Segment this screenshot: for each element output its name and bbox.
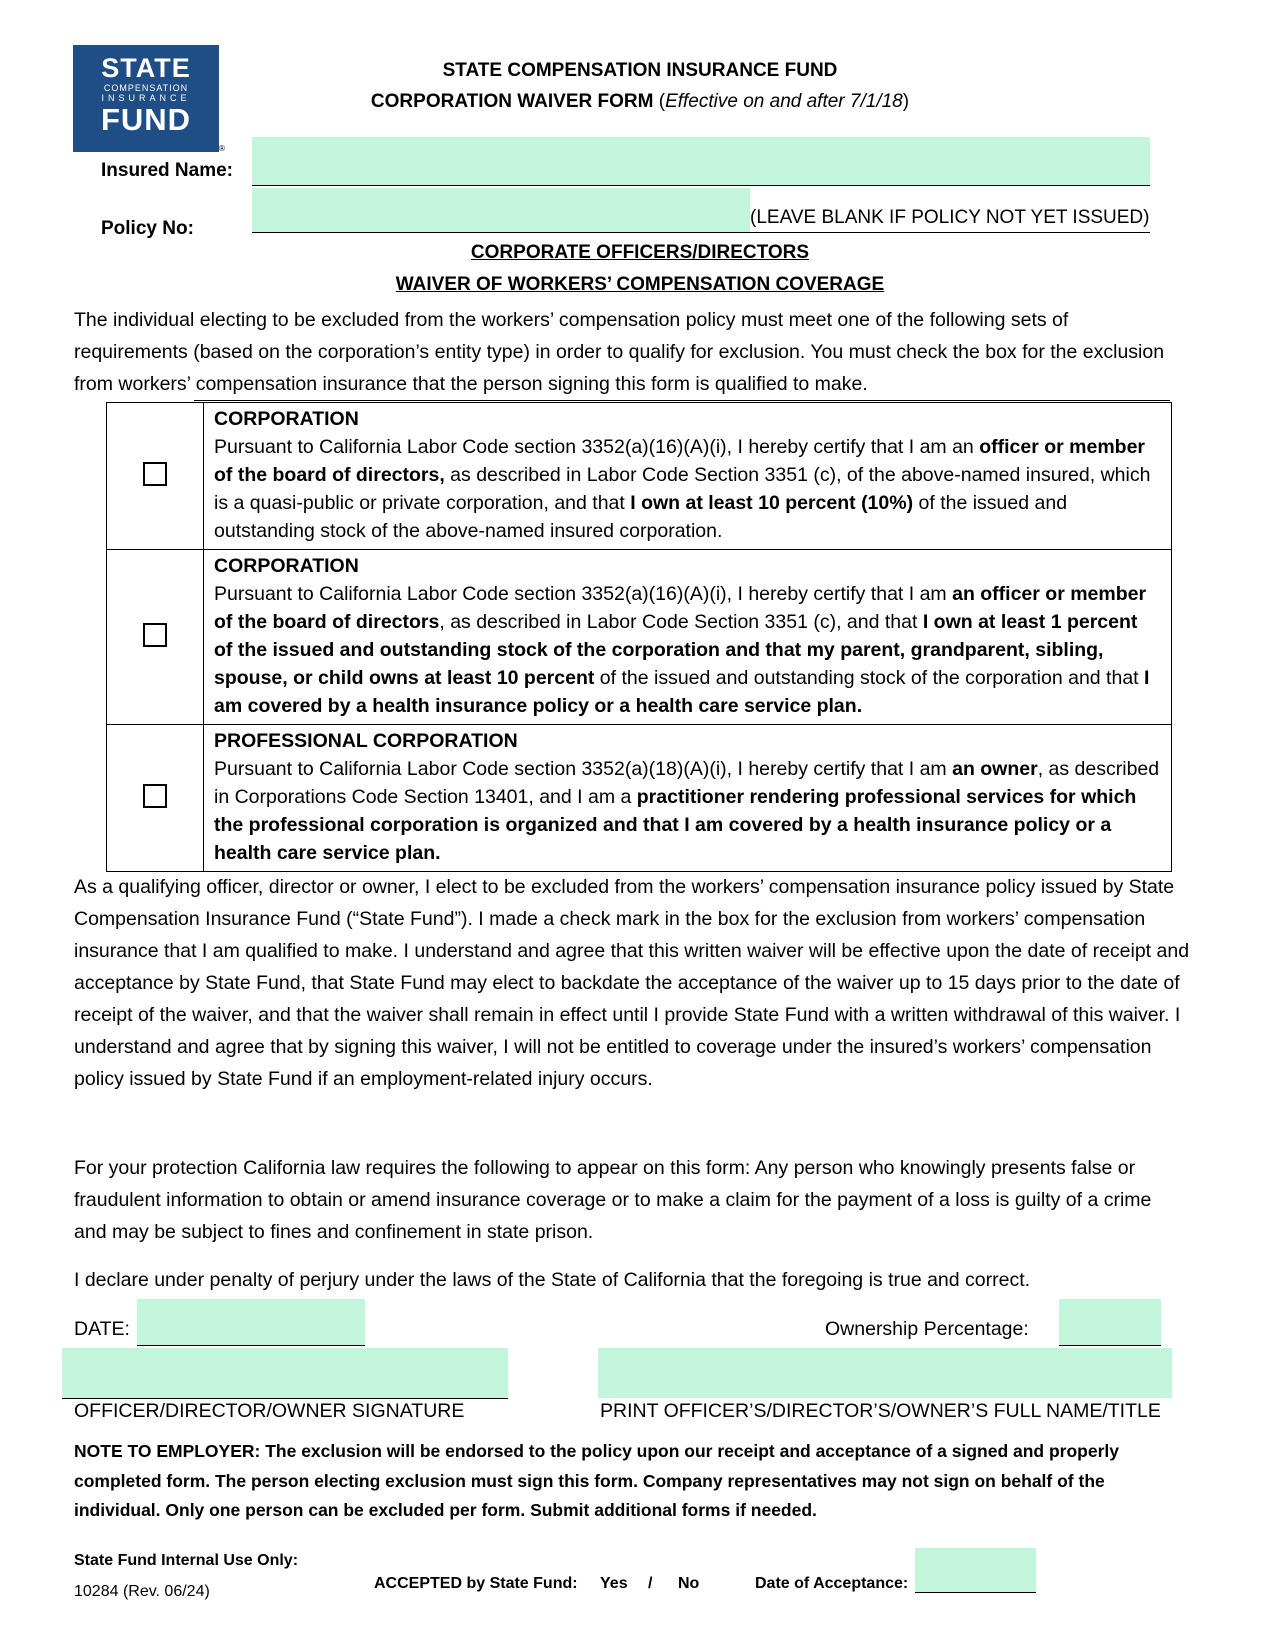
option-text: Pursuant to California Labor Code section 3352(a)(16)(A)(i), I hereby certify that I am: [214, 583, 953, 605]
accepted-label: ACCEPTED by State Fund:: [374, 1575, 578, 1592]
option-title: CORPORATION: [214, 408, 359, 430]
signature-label: OFFICER/DIRECTOR/OWNER SIGNATURE: [74, 1400, 465, 1422]
logo-line4: FUND: [100, 102, 192, 137]
option-text-cell: [204, 725, 1172, 872]
effective-close: ): [902, 91, 910, 112]
print-name-field[interactable]: [598, 1348, 1172, 1398]
policy-no-label: Policy No:: [101, 218, 194, 239]
election-paragraph: As a qualifying officer, director or owner, I elect to be excluded from the workers’ compensation insurance policy issued by State Compensation Insurance Fund (“State Fund”). I made a check mark in the box for the exclusion from workers’ compensation insurance that I am qualified to make. I understand and agree that this written waiver will be effective upon the date of receipt and acceptance by State Fund, that State Fund may elect to backdate the acceptance of the waiver up to 15 days prior to the date of receipt of the waiver, and that the waiver shall remain in effect until I provide State Fund with a written withdrawal of this waiver. I understand and agree that by signing this waiver, I will not be entitled to coverage under the insured’s workers’ compensation policy issued by State Fund if an employment-related injury occurs.: [74, 876, 1190, 1090]
table-top-rule: [194, 400, 1170, 401]
option-text: of the issued and outstanding stock of the above-named insured corporation.: [214, 492, 1068, 542]
option-row-corporation: [107, 403, 1172, 550]
option-text-bold: an owner: [952, 758, 1038, 780]
registered-mark: ®: [219, 144, 225, 153]
note-to-employer: NOTE TO EMPLOYER: The exclusion will be endorsed to the policy upon our receipt and acceptance of a signed and properly completed form. The person electing exclusion must sign this form. Company representatives may not sign on behalf of the individual. Only one person can be excluded per form. Submit additional forms if needed.: [74, 1441, 1119, 1520]
option-text-bold: practitioner rendering professional services for which the professional corporation is organized and that I am covered by a health insurance policy or a health care service plan.: [214, 786, 1137, 864]
effective-date: Effective on and after 7/1/18: [665, 91, 903, 112]
accepted-yes[interactable]: Yes: [600, 1575, 628, 1592]
policy-no-underline: [252, 232, 1150, 233]
option-title: CORPORATION: [214, 555, 359, 577]
option-row-corporation-family: [107, 550, 1172, 725]
effective-open: (: [658, 91, 666, 112]
date-field[interactable]: [137, 1299, 365, 1346]
subtitle-text: CORPORATION WAIVER FORM: [370, 91, 654, 112]
option-checkbox-cell: [107, 403, 204, 550]
section-heading-waiver: WAIVER OF WORKERS’ COMPENSATION COVERAGE: [395, 274, 885, 295]
state-fund-logo: [73, 45, 219, 152]
option-body: [214, 580, 1161, 720]
logo-line1: STATE: [101, 53, 191, 83]
accepted-no[interactable]: No: [678, 1575, 700, 1592]
signature-field[interactable]: [62, 1348, 508, 1399]
option-checkbox-cell: [107, 550, 204, 725]
form-number: 10284 (Rev. 06/24): [74, 1583, 210, 1600]
date-label: DATE:: [74, 1318, 130, 1340]
accepted-slash: /: [648, 1575, 653, 1592]
policy-note: (LEAVE BLANK IF POLICY NOT YET ISSUED): [750, 207, 1150, 228]
perjury-declaration: I declare under penalty of perjury under the laws of the State of California that the foregoing is true and correct.: [74, 1269, 1031, 1291]
option-text-cell: [204, 550, 1172, 725]
section-heading-officers: CORPORATE OFFICERS/DIRECTORS: [470, 242, 810, 263]
internal-use-label: State Fund Internal Use Only:: [74, 1552, 299, 1569]
ownership-percentage-label: Ownership Percentage:: [825, 1318, 1029, 1340]
policy-no-field[interactable]: [252, 188, 750, 232]
option-text-bold: officer or member of the board of directors,: [214, 436, 1146, 486]
option-text: of the issued and outstanding stock of the corporation and that: [594, 667, 1144, 689]
option-text-bold: an officer or member of the board of directors: [214, 583, 1147, 633]
option-text-cell: [204, 403, 1172, 550]
option-text: as described in Labor Code Section 3351 (c), of the above-named insured, which is a quasi-public or private corporation, and that: [214, 464, 1151, 514]
option-text-bold: I own at least 1 percent of the issued and outstanding stock of the corporation and that my parent, grandparent, sibling, spouse, or child owns at least 10 percent: [214, 611, 1138, 689]
option-text: Pursuant to California Labor Code section 3352(a)(18)(A)(i), I hereby certify that I am: [214, 758, 953, 780]
option-text: , as described in Labor Code Section 3351 (c), and that: [439, 611, 923, 633]
option-text: Pursuant to California Labor Code section 3352(a)(16)(A)(i), I hereby certify that I am an: [214, 436, 980, 458]
date-of-acceptance-field[interactable]: [915, 1548, 1036, 1593]
option-checkbox[interactable]: [143, 784, 167, 808]
print-name-label: PRINT OFFICER’S/DIRECTOR’S/OWNER’S FULL NAME/TITLE: [600, 1400, 1161, 1422]
form-title: STATE COMPENSATION INSURANCE FUND: [442, 60, 838, 81]
intro-paragraph: The individual electing to be excluded from the workers’ compensation policy must meet one of the following sets of requirements (based on the corporation’s entity type) in order to qualify for exclusion. You must check the box for the exclusion from workers’ compensation insurance that the person signing this form is qualified to make.: [74, 309, 1165, 395]
ownership-percentage-field[interactable]: [1059, 1299, 1161, 1346]
option-checkbox[interactable]: [143, 623, 167, 647]
option-text-bold: I am covered by a health insurance policy or a health care service plan.: [214, 667, 1150, 717]
insured-name-label: Insured Name:: [101, 160, 233, 181]
option-title: PROFESSIONAL CORPORATION: [214, 730, 518, 752]
option-text: , as described in Corporations Code Section 13401, and I am a: [214, 758, 1160, 808]
logo-line2: COMPENSATION: [103, 83, 189, 93]
insured-name-field[interactable]: [252, 137, 1150, 186]
option-text-bold: I own at least 10 percent (10%): [630, 492, 914, 514]
option-checkbox-cell: [107, 725, 204, 872]
exclusion-options-table: [106, 402, 1172, 872]
date-of-acceptance-label: Date of Acceptance:: [755, 1575, 909, 1592]
option-checkbox[interactable]: [143, 462, 167, 486]
option-body: [214, 433, 1161, 545]
logo-line3: INSURANCE: [101, 93, 191, 103]
option-body: [214, 755, 1161, 867]
fraud-warning-paragraph: For your protection California law requires the following to appear on this form: Any person who knowingly presents false or fraudulent information to obtain or amend insurance coverage or to make a claim for the payment of a loss is guilty of a crime and may be subject to fines and confinement in state prison.: [74, 1157, 1152, 1243]
option-row-professional-corporation: [107, 725, 1172, 872]
form-subtitle: [300, 91, 980, 113]
